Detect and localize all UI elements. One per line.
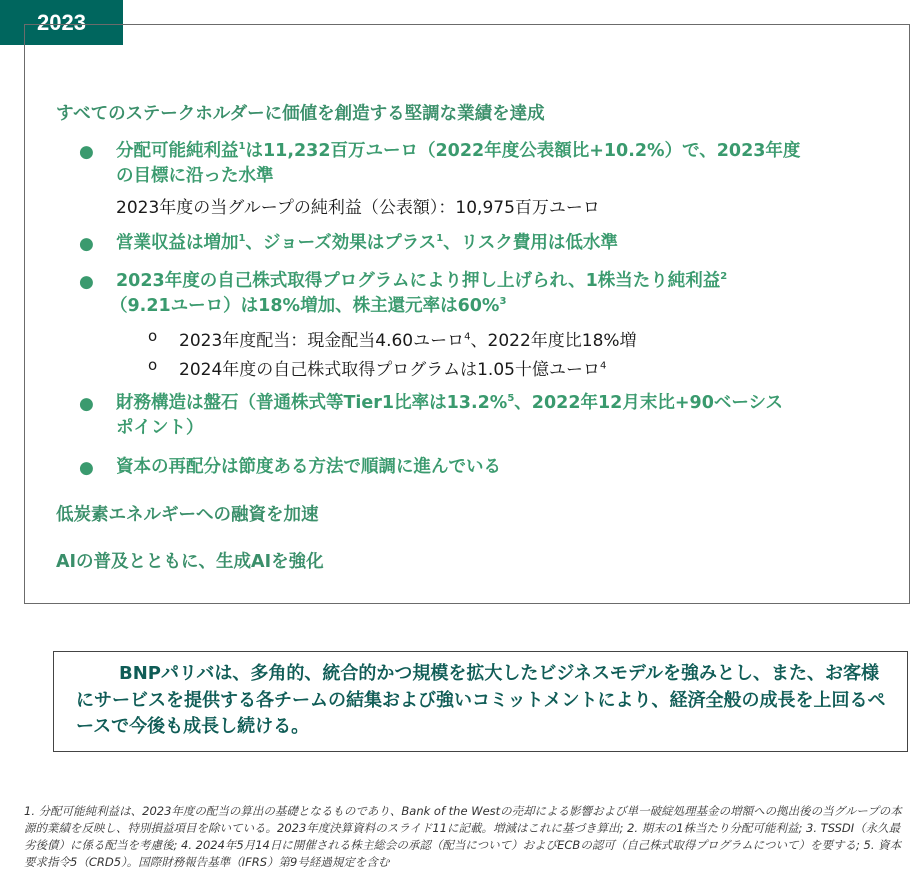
heading-low-carbon: 低炭素エネルギーへの融資を加速: [56, 505, 319, 525]
bullet-dot: ●: [79, 272, 94, 292]
bullet-dot: ●: [79, 234, 94, 254]
heading-generative-ai: AIの普及とともに、生成AIを強化: [56, 552, 324, 572]
bullet-3-line-2: （9.21ユーロ）は18%増加、株主還元率は60%$^3$: [110, 296, 507, 316]
buyback-2024: 2024年度の自己株式取得プログラムは1.05十億ユーロ$^4$: [179, 360, 607, 380]
bullet-3-line-1: 2023年度の自己株式取得プログラムにより押し上げられ、1株当たり純利益$^2$: [116, 271, 728, 291]
bullet-4-line-2: ポイント）: [116, 418, 204, 438]
sub-bullet-circle: o: [148, 356, 158, 374]
dividend-2023: 2023年度配当：現金配当4.60ユーロ$^4$、2022年度比18%増: [179, 331, 637, 351]
bullet-1-line-1: 分配可能純利益$^1$は11,232百万ユーロ（2022年度公表額比+10.2%）で、2023年度: [116, 141, 801, 161]
statement-box: [53, 651, 908, 752]
bullet-dot: ●: [79, 394, 94, 414]
sub-bullet-circle: o: [148, 327, 158, 345]
bullet-1-line-2: の目標に沿った水準: [116, 166, 274, 186]
footnotes: 1. 分配可能純利益は、2023年度の配当の算出の基礎となるものであり、Bank of the Westの売却による影響および単一破綻処理基金の増額への拠出後の当グループの本源的業績を反映し、特別損益項目を除いている。2023年度決算資料のスライド11に記載。増減はこれに基づき算出; 2. 期末の1株当たり分配可能利益; 3. TSSDI（永久最劣後債）に係る配当を考慮後; 4. 2024年5月14日に開催される株主総会の承認（配当について）およびECBの認可（自己株式取得プログラムについて）を要する; 5. 資本要求指令5（CRD5）。国際財務報告基準（IFRS）第9号経過規定を含む: [24, 804, 902, 869]
heading-value-creation: すべてのステークホルダーに価値を創造する堅調な業績を達成: [56, 104, 545, 124]
bullet-2: 営業収益は増加$^1$、ジョーズ効果はプラス$^1$、リスク費用は低水準: [116, 233, 618, 253]
statement-text: BNPパリバは、多角的、統合的かつ規模を拡大したビジネスモデルを強みとし、また、お客様にサービスを提供する各チームの結集および強いコミットメントにより、経済全般の成長を上回るペースで今後も成長し続ける。: [76, 663, 886, 737]
bullet-4-line-1: 財務構造は盤石（普通株式等Tier1比率は13.2%$^5$、2022年12月末比+90ベーシス: [116, 393, 783, 413]
bullet-5: 資本の再配分は節度ある方法で順調に進んでいる: [116, 457, 501, 477]
bullet-dot: ●: [79, 458, 94, 478]
net-income-reported: 2023年度の当グループの純利益（公表額）：10,975百万ユーロ: [116, 198, 600, 218]
bullet-dot: ●: [79, 142, 94, 162]
year-tab: 2023: [0, 0, 123, 45]
